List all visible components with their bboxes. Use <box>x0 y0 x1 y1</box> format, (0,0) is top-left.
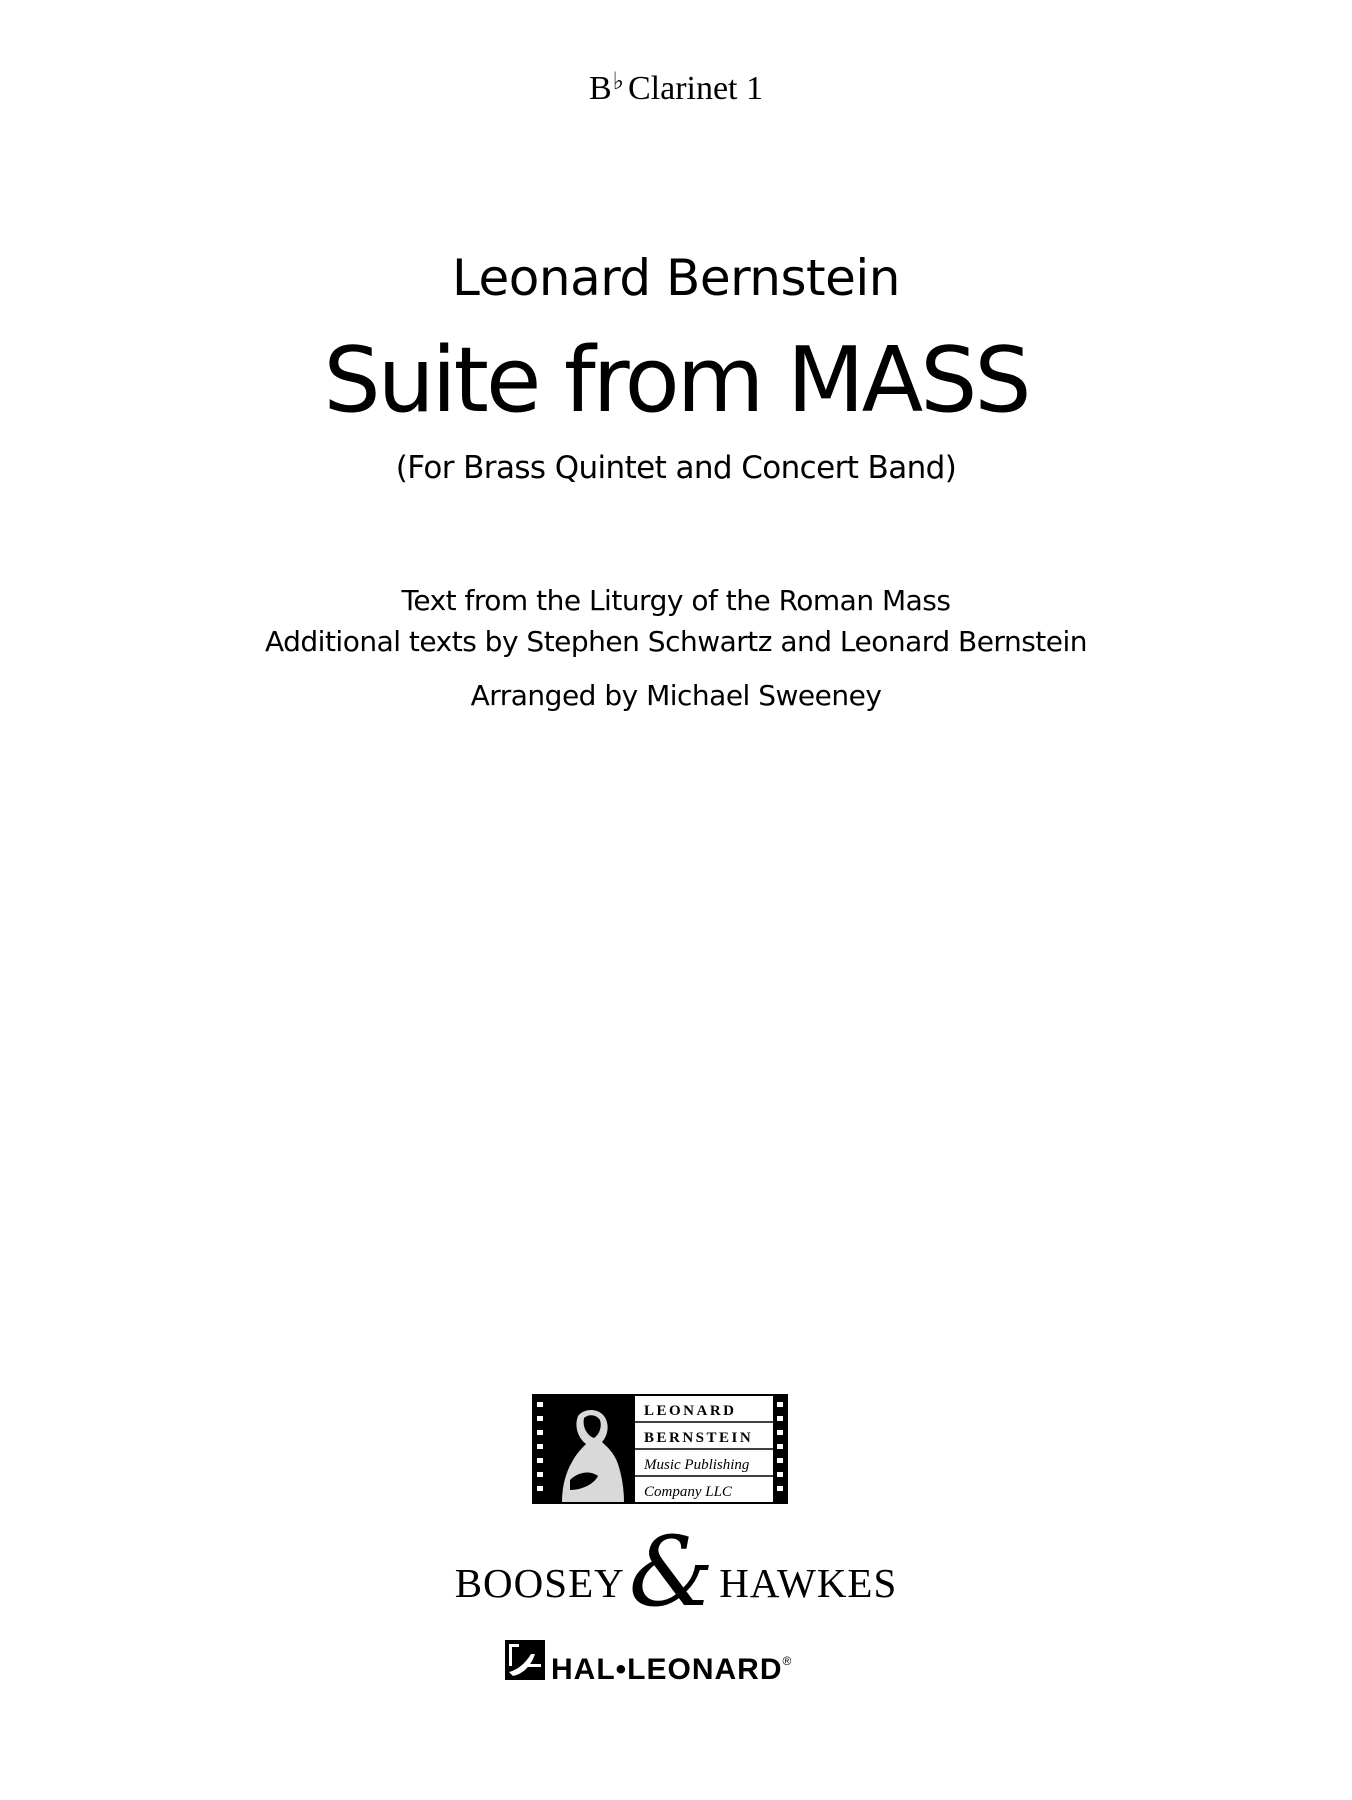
page-title: Suite from MASS <box>323 328 1029 433</box>
page-subtitle: (For Brass Quintet and Concert Band) <box>395 450 957 486</box>
ampersand: & <box>628 1516 716 1628</box>
instrument-name: Clarinet 1 <box>627 70 764 107</box>
flat-sign: ♭ <box>612 69 624 95</box>
hal-leonard-icon <box>505 1640 545 1680</box>
logo-line-company: Company LLC <box>644 1484 732 1500</box>
hal-leonard-logo <box>505 1640 845 1686</box>
composer-name: Leonard Bernstein <box>452 249 900 307</box>
arranger-credit: Arranged by Michael Sweeney <box>470 679 882 712</box>
instrument-label <box>0 62 1352 109</box>
hal-leonard-name: HAL•LEONARD <box>551 1653 783 1686</box>
hawkes-text: HAWKES <box>719 1560 898 1606</box>
registered-mark: ® <box>782 1654 793 1668</box>
bernstein-publishing-logo <box>532 1394 788 1504</box>
logo-line-leonard: LEONARD <box>644 1403 737 1419</box>
instrument-letter: B <box>588 70 612 107</box>
boosey-hawkes-logo <box>0 1516 1352 1628</box>
boosey-text: BOOSEY <box>454 1560 625 1606</box>
logo-line-music-publishing: Music Publishing <box>644 1457 750 1473</box>
logo-line-bernstein: BERNSTEIN <box>644 1430 754 1446</box>
text-credit: Text from the Liturgy of the Roman Mass <box>401 584 951 617</box>
additional-text-credit: Additional texts by Stephen Schwartz and Leonard Bernstein <box>264 625 1088 658</box>
